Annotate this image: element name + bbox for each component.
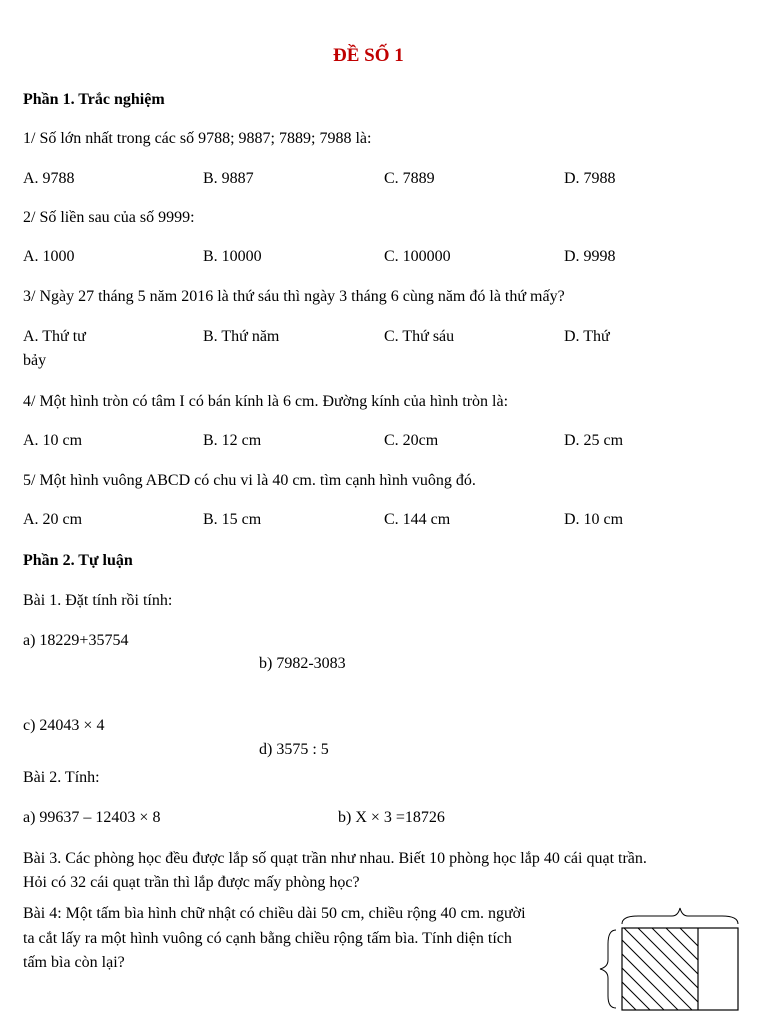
- option-b: B. 15 cm: [203, 511, 262, 528]
- question-2-options: [23, 247, 743, 267]
- bai3-line2: Hỏi có 32 cái quạt trần thì lắp được mấy phòng học?: [23, 874, 360, 891]
- part1-heading: Phần 1. Trắc nghiệm: [23, 91, 165, 108]
- question-4: 4/ Một hình tròn có tâm I có bán kính là 6 cm. Đường kính của hình tròn là:: [23, 393, 509, 410]
- option-b: B. 9887: [203, 170, 254, 187]
- bai1-d: d) 3575 : 5: [259, 741, 329, 758]
- page-title: ĐỀ SỐ 1: [333, 45, 404, 66]
- question-3: 3/ Ngày 27 tháng 5 năm 2016 là thứ sáu thì ngày 3 tháng 6 cùng năm đó là thứ mấy?: [23, 288, 565, 305]
- option-d: D. 10 cm: [564, 511, 624, 528]
- option-c: C. 100000: [384, 248, 451, 265]
- option-a: A. 20 cm: [23, 511, 83, 528]
- option-a: A. 9788: [23, 170, 75, 187]
- option-d: D. 7988: [564, 170, 616, 187]
- option-b: B. Thứ năm: [203, 328, 280, 345]
- bai3-line1: Bài 3. Các phòng học đều được lắp số quạt trần như nhau. Biết 10 phòng học lắp 40 cái quạt trần.: [23, 850, 647, 867]
- top-brace: [622, 908, 738, 924]
- question-4-options: [23, 431, 743, 451]
- question-5-options: [23, 510, 743, 530]
- question-2: 2/ Số liền sau của số 9999:: [23, 209, 195, 226]
- bai1-heading: Bài 1. Đặt tính rồi tính:: [23, 592, 173, 609]
- option-c: C. 7889: [384, 170, 435, 187]
- left-brace: [600, 930, 616, 1008]
- bai2-heading: Bài 2. Tính:: [23, 769, 100, 786]
- option-d: D. 9998: [564, 248, 616, 265]
- question-3-option-d-wrap: bảy: [23, 352, 47, 369]
- option-c: C. Thứ sáu: [384, 328, 455, 345]
- bai2-a: a) 99637 – 12403 × 8: [23, 809, 161, 826]
- option-a: A. 1000: [23, 248, 75, 265]
- bai2-b: b) X × 3 =18726: [338, 809, 445, 826]
- option-d: D. 25 cm: [564, 432, 624, 449]
- bai4-line1: Bài 4: Một tấm bìa hình chữ nhật có chiều dài 50 cm, chiều rộng 40 cm. người: [23, 905, 526, 922]
- bai4-line3: tấm bìa còn lại?: [23, 954, 125, 971]
- question-1-options: [23, 169, 743, 189]
- bai1-a: a) 18229+35754: [23, 632, 129, 649]
- option-d: D. Thứ: [564, 328, 610, 345]
- question-3-options: [23, 327, 743, 347]
- question-1: 1/ Số lớn nhất trong các số 9788; 9887; 7889; 7988 là:: [23, 130, 372, 147]
- option-a: A. Thứ tư: [23, 328, 86, 345]
- option-a: A. 10 cm: [23, 432, 83, 449]
- rectangle-figure: [596, 904, 756, 1014]
- bai1-b: b) 7982-3083: [259, 655, 346, 672]
- option-b: B. 10000: [203, 248, 262, 265]
- option-b: B. 12 cm: [203, 432, 262, 449]
- bai4-line2: ta cắt lấy ra một hình vuông có cạnh bằng chiều rộng tấm bìa. Tính diện tích: [23, 930, 512, 947]
- hatched-square: [596, 928, 756, 1010]
- option-c: C. 144 cm: [384, 511, 451, 528]
- bai1-c: c) 24043 × 4: [23, 717, 105, 734]
- question-5: 5/ Một hình vuông ABCD có chu vi là 40 cm. tìm cạnh hình vuông đó.: [23, 472, 476, 489]
- part2-heading: Phần 2. Tự luận: [23, 552, 133, 569]
- option-c: C. 20cm: [384, 432, 439, 449]
